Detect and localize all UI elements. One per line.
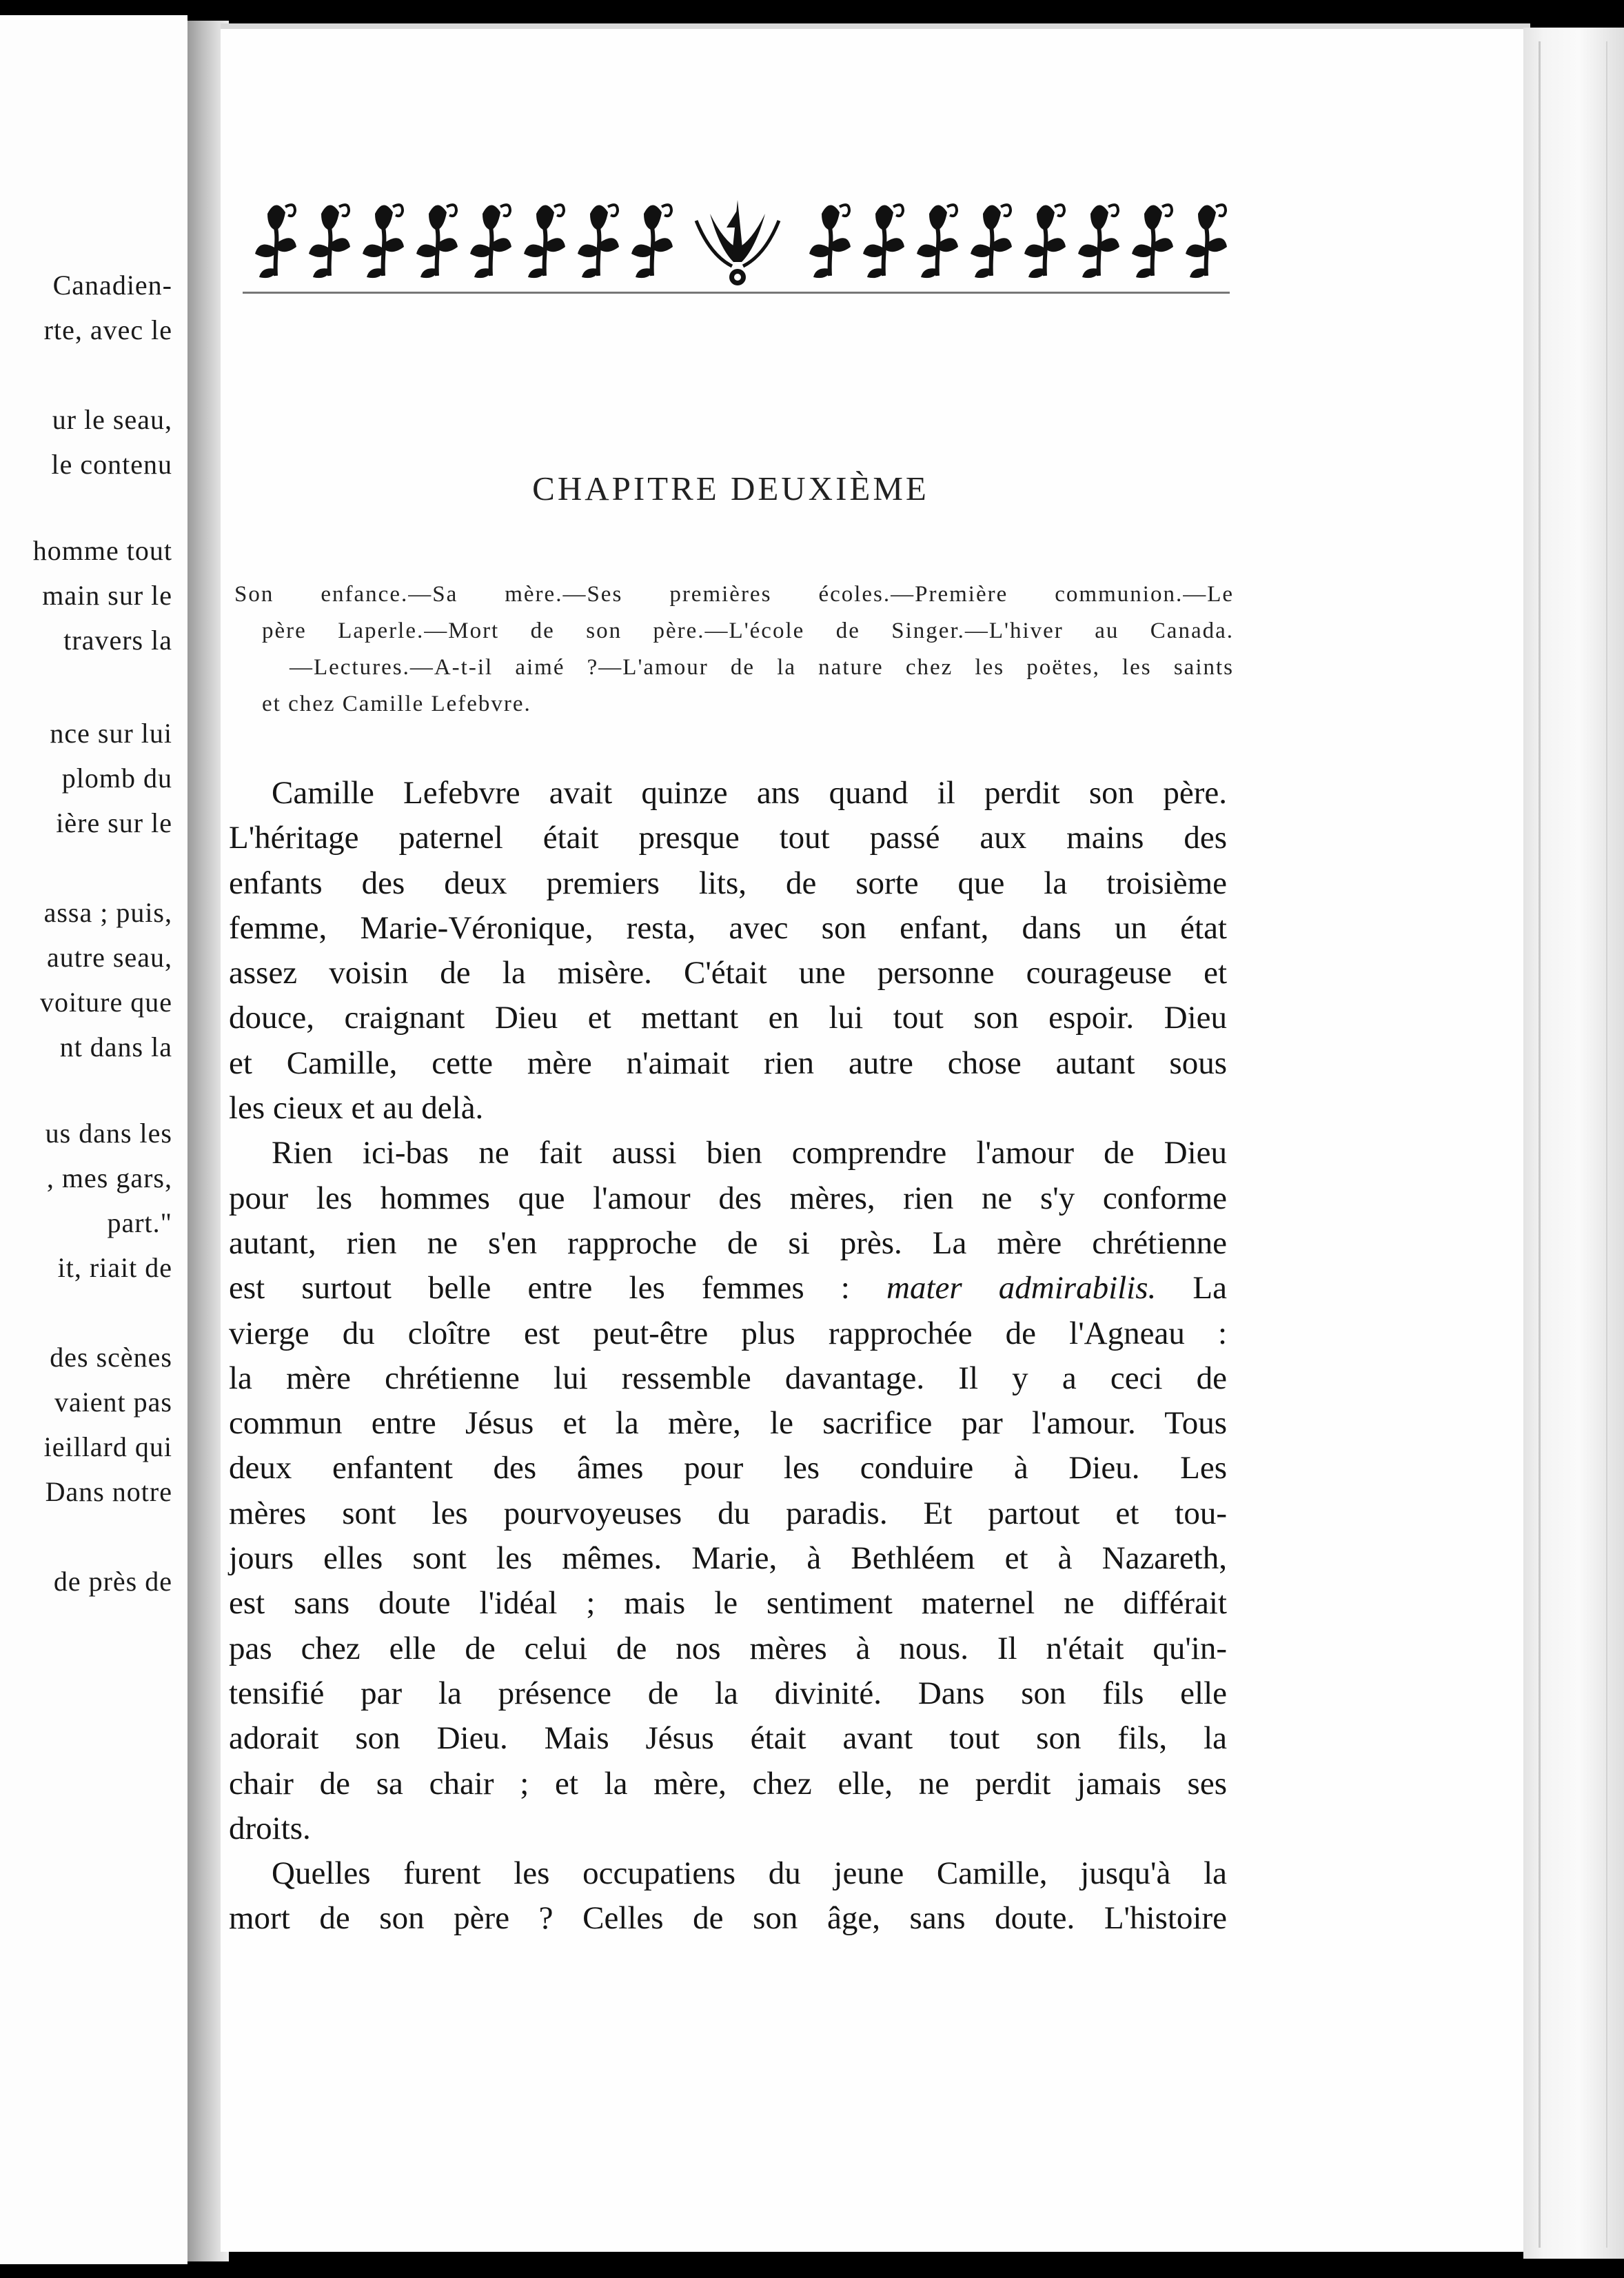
ornament-rule xyxy=(243,292,1230,294)
facing-page-line: main sur le xyxy=(42,580,172,611)
text-line: L'héritage paternel était presque tout passé aux mains des xyxy=(229,820,1227,856)
facing-page-line: travers la xyxy=(63,625,172,656)
flower-ornament-icon xyxy=(255,205,296,278)
text-line: pour les hommes que l'amour des mères, rien ne s'y conforme xyxy=(229,1180,1227,1216)
text-line: commun entre Jésus et la mère, le sacrifice par l'amour. Tous xyxy=(229,1405,1227,1442)
text-line: droits. xyxy=(229,1810,311,1846)
facing-page-line: Canadien- xyxy=(52,270,172,301)
text-line: est sans doute l'idéal ; mais le sentiment maternel ne différait xyxy=(229,1585,1227,1622)
flower-ornament-icon xyxy=(309,205,350,278)
flower-ornament-icon xyxy=(809,205,851,278)
flower-ornament-icon xyxy=(1132,205,1173,278)
facing-page-line: Dans notre xyxy=(45,1476,172,1507)
flower-ornament-icon xyxy=(524,205,565,278)
chapter-title: CHAPITRE DEUXIÈME xyxy=(532,470,929,507)
text-line: adorait son Dieu. Mais Jésus était avant tout son fils, la xyxy=(229,1720,1227,1757)
flower-ornament-icon xyxy=(363,205,404,278)
facing-page-left xyxy=(0,15,187,2264)
facing-page-line: le contenu xyxy=(51,449,172,480)
flower-ornament-icon xyxy=(578,205,619,278)
text-line: la mère chrétienne lui ressemble davantage. Il y a ceci de xyxy=(229,1360,1227,1396)
page-top-shadow xyxy=(221,23,1530,29)
facing-page-line: plomb du xyxy=(61,763,172,794)
facing-page-line: des scènes xyxy=(50,1342,172,1373)
summary-line: père Laperle.—Mort de son père.—L'école de Singer.—L'hiver au Canada. xyxy=(262,618,1234,643)
text-line: chair de sa chair ; et la mère, chez elle, ne perdit jamais ses xyxy=(229,1765,1227,1802)
facing-page-line: ière sur le xyxy=(56,807,172,838)
chapter-summary xyxy=(234,576,1234,723)
flower-ornament-icon xyxy=(470,205,511,278)
text-line: mères sont les pourvoyeuses du paradis. Et partout et tou- xyxy=(229,1495,1227,1531)
text-line: douce, craignant Dieu et mettant en lui tout son espoir. Dieu xyxy=(229,1000,1227,1036)
flower-ornament-icon xyxy=(1078,205,1119,278)
facing-page-line: us dans les xyxy=(45,1118,172,1149)
summary-line: Son enfance.—Sa mère.—Ses premières écoles.—Première communion.—Le xyxy=(234,582,1234,607)
facing-page-line: vaient pas xyxy=(54,1387,172,1418)
facing-page-line: homme tout xyxy=(32,535,172,566)
facing-page-line: ur le seau, xyxy=(52,404,172,435)
floral-ornament-band xyxy=(248,186,1227,296)
flower-ornament-icon xyxy=(416,205,458,278)
facing-page-line: nce sur lui xyxy=(50,718,172,749)
page-edge-line xyxy=(1539,41,1541,2248)
text-line: jours elles sont les mêmes. Marie, à Bethléem et à Nazareth, xyxy=(229,1540,1227,1577)
text-line: Quelles furent les occupatiens du jeune Camille, jusqu'à la xyxy=(272,1855,1227,1892)
facing-page-line: voiture que xyxy=(39,987,172,1018)
text-line: Camille Lefebvre avait quinze ans quand il perdit son père. xyxy=(272,775,1227,811)
text-line: enfants des deux premiers lits, de sorte que la troisième xyxy=(229,865,1227,901)
text-segment: est surtout belle entre les femmes : xyxy=(229,1270,850,1307)
crest-ornament-icon xyxy=(696,200,779,285)
text-line: les cieux et au delà. xyxy=(229,1090,484,1127)
flower-ornament-icon xyxy=(631,205,673,278)
facing-page-line: nt dans la xyxy=(59,1031,172,1062)
flower-ornament-icon xyxy=(1186,205,1227,278)
text-line: et Camille, cette mère n'aimait rien autre chose autant sous xyxy=(229,1045,1227,1081)
chapter-body xyxy=(229,771,1227,1942)
text-segment: La xyxy=(1156,1270,1227,1307)
facing-page-line: , mes gars, xyxy=(46,1162,172,1193)
flower-ornament-icon xyxy=(971,205,1012,278)
facing-page-line: it, riait de xyxy=(57,1252,172,1283)
text-line: assez voisin de la misère. C'était une personne courageuse et xyxy=(229,955,1227,991)
text-line: femme, Marie-Véronique, resta, avec son enfant, dans un état xyxy=(229,909,1227,946)
summary-line: et chez Camille Lefebvre. xyxy=(262,692,531,716)
summary-line: —Lectures.—A-t-il aimé ?—L'amour de la nature chez les poëtes, les saints xyxy=(290,655,1234,680)
facing-page-line: autre seau, xyxy=(46,942,172,973)
facing-page-line: part." xyxy=(107,1207,172,1238)
page-edge-line xyxy=(1606,41,1607,2248)
facing-page-line: ieillard qui xyxy=(43,1431,172,1462)
text-line-with-italic xyxy=(229,1266,1227,1311)
flower-ornament-icon xyxy=(1024,205,1066,278)
flower-ornament-icon xyxy=(917,205,958,278)
text-line: pas chez elle de celui de nos mères à nous. Il n'était qu'in- xyxy=(229,1630,1227,1666)
facing-page-line: de près de xyxy=(53,1566,172,1597)
text-line: mort de son père ? Celles de son âge, sans doute. L'histoire xyxy=(229,1900,1227,1937)
facing-page-line: rte, avec le xyxy=(43,314,172,345)
text-line: tensifié par la présence de la divinité. Dans son fils elle xyxy=(229,1675,1227,1711)
text-line: vierge du cloître est peut-être plus rapprochée de l'Agneau : xyxy=(229,1315,1227,1351)
text-line: autant, rien ne s'en rapproche de si près. La mère chrétienne xyxy=(229,1224,1227,1261)
facing-page-line: assa ; puis, xyxy=(43,897,172,928)
text-line: Rien ici-bas ne fait aussi bien comprendre l'amour de Dieu xyxy=(272,1135,1227,1171)
flower-ornament-icon xyxy=(863,205,904,278)
italic-phrase: mater admirabilis. xyxy=(886,1270,1157,1307)
text-line: deux enfantent des âmes pour les conduire à Dieu. Les xyxy=(229,1450,1227,1486)
